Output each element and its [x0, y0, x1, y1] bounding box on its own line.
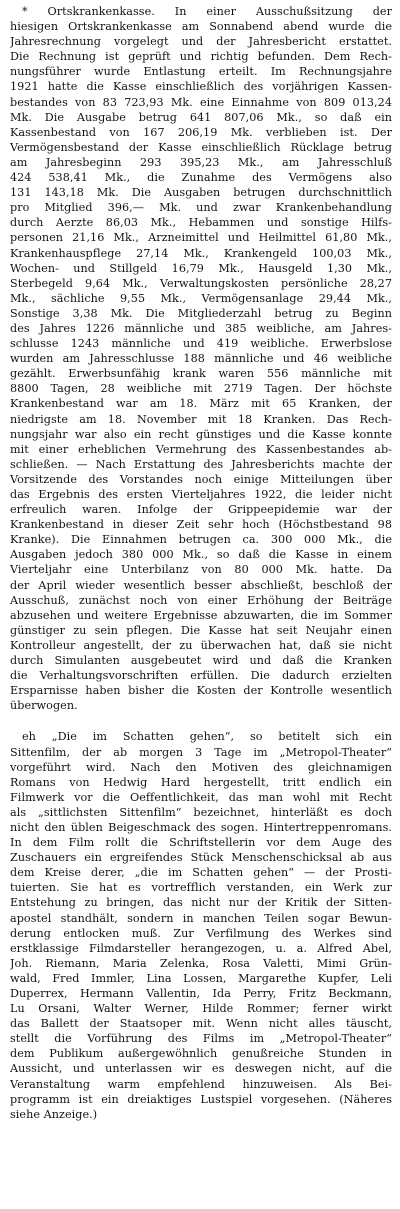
article-line: die Verhaltungsvorschriften erfüllen. Die dadurch erzielten — [10, 669, 392, 683]
article-line: Kassenbestand von 167 206,19 Mk. verblieben ist. Der — [10, 125, 392, 139]
article-line: 424 538,41 Mk., die Zunahme des Vermögens also — [10, 171, 392, 185]
article-line: Wochen- und Stillgeld 16,79 Mk., Hausgeld 1,30 Mk., — [10, 261, 392, 275]
article-im-schatten-gehen — [10, 729, 392, 1121]
article-line: bestandes von 83 723,93 Mk. eine Einnahme von 809 013,24 — [10, 95, 392, 109]
article-line: erstklassige Filmdarsteller herangezogen, u. a. Alfred Abel, — [10, 941, 392, 955]
article-line: siehe Anzeige.) — [10, 1107, 98, 1121]
article-line: Vorsitzende des Vorstandes noch einige Mitteilungen über — [10, 472, 392, 486]
article-line: Aussicht, und unterlassen wir es deswegen nicht, auf die — [10, 1062, 392, 1076]
article-line: Lu Orsani, Walter Werner, Hilde Rommer; ferner wirkt — [10, 1002, 392, 1016]
article-line: Veranstaltung warm empfehlend hinzuweisen. Als Bei- — [10, 1077, 392, 1091]
article-ortskrankenkasse — [10, 4, 392, 713]
article-line: des Jahres 1226 männliche und 385 weibliche, am Jahres- — [10, 321, 392, 335]
article-line: programm ist ein dreiaktiges Lustspiel vorgesehen. (Näheres — [10, 1092, 392, 1106]
article-line: Sonstige 3,38 Mk. Die Mitgliederzahl betrug zu Beginn — [10, 306, 392, 320]
article-line: Entstehung zu bringen, das nicht nur der Kritik der Sitten- — [10, 896, 392, 910]
article-line: Die Rechnung ist geprüft und richtig befunden. Dem Rech- — [10, 50, 392, 64]
article-line: am Jahresbeginn 293 395,23 Mk., am Jahresschluß — [10, 155, 392, 169]
article-line: apostel standhält, sondern in manchen Teilen sogar Bewun- — [10, 911, 392, 925]
article-line: günstiger zu sein pflegen. Die Kasse hat seit Neujahr einen — [10, 623, 392, 637]
article-line: dem Kreise derer, „die im Schatten gehen“ — der Prosti- — [10, 866, 392, 880]
article-separator — [10, 713, 392, 729]
article-line: tuierten. Sie hat es vortrefflich verstanden, ein Werk zur — [10, 881, 392, 895]
article-line: Vierteljahr eine Unterbilanz von 80 000 Mk. hatte. Da — [10, 563, 392, 577]
article-line: Krankenbestand in dieser Zeit sehr hoch (Höchstbestand 98 — [10, 518, 392, 532]
article-line: nungsjahr war also ein recht günstiges und die Kasse konnte — [10, 427, 392, 441]
article-line: mit einer erheblichen Vermehrung des Kassenbestandes ab- — [10, 442, 392, 456]
article-line: durch Simulanten ausgebeutet wird und daß die Kranken — [10, 654, 392, 668]
article-line: das Ballett der Staatsoper mit. Wenn nicht alles täuscht, — [10, 1017, 392, 1031]
article-line: Sittenfilm, der ab morgen 3 Tage im „Metropol-Theater“ — [10, 745, 392, 759]
article-line: wald, Fred Immler, Lina Lossen, Margarethe Kupfer, Leli — [10, 971, 392, 985]
article-line: 131 143,18 Mk. Die Ausgaben betrugen durchschnittlich — [10, 186, 392, 200]
article-line: In dem Film rollt die Schriftstellerin vor dem Auge des — [10, 836, 392, 850]
article-line: personen 21,16 Mk., Arzneimittel und Heilmittel 61,80 Mk., — [10, 231, 392, 245]
article-line: Jahresrechnung vorgelegt und der Jahresbericht erstattet. — [10, 35, 392, 49]
article-line: Filmwerk vor die Oeffentlichkeit, das man wohl mit Recht — [10, 790, 392, 804]
article-line: nungsführer wurde Entlastung erteilt. Im Rechnungsjahre — [10, 65, 392, 79]
article-line: Mk., sächliche 9,55 Mk., Vermögensanlage 29,44 Mk., — [10, 291, 392, 305]
article-line: der April wieder wesentlich besser abschließt, beschloß der — [10, 578, 392, 592]
article-line: Romans von Hedwig Hard hergestellt, tritt endlich ein — [10, 775, 392, 789]
article-line: Krankenbestand war am 18. März mit 65 Kranken, der — [10, 397, 392, 411]
article-line: wurden am Jahresschlusse 188 männliche und 46 weibliche — [10, 352, 392, 366]
article-line: Ersparnisse haben bisher die Kosten der Kontrolle wesentlich — [10, 684, 392, 698]
article-line: stellt die Vorführung des Films im „Metropol-Theater“ — [10, 1032, 392, 1046]
article-line: schließen. — Nach Erstattung des Jahresberichts machte der — [10, 457, 392, 471]
article-line: eh „Die im Schatten gehen“, so betitelt sich ein — [22, 730, 392, 744]
article-line: gezählt. Erwerbsunfähig krank waren 556 männliche mit — [10, 367, 392, 381]
article-line: Ausgaben jedoch 380 000 Mk., so daß die Kasse in einem — [10, 548, 392, 562]
article-line: pro Mitglied 396,— Mk. und zwar Krankenbehandlung — [10, 201, 392, 215]
article-line: Duperrex, Hermann Vallentin, Ida Perry, Fritz Beckmann, — [10, 987, 392, 1000]
article-line: * Ortskrankenkasse. In einer Ausschußsitzung der — [22, 5, 392, 18]
article-line: durch Aerzte 86,03 Mk., Hebammen und sonstige Hilfs- — [10, 216, 392, 230]
article-line: hiesigen Ortskrankenkasse am Sonnabend abend wurde die — [10, 20, 392, 34]
article-line: das Ergebnis des ersten Vierteljahres 1922, die leider nicht — [10, 488, 392, 501]
article-line: derung entlocken muß. Zur Verfilmung des Werkes sind — [10, 926, 392, 940]
article-line: dem Publikum außergewöhnlich genußreiche Stunden in — [10, 1047, 392, 1061]
article-line: überwogen. — [10, 699, 78, 713]
article-line: Joh. Riemann, Maria Zelenka, Rosa Valetti, Mimi Grün- — [10, 956, 392, 970]
article-line: vorgeführt wird. Nach den Motiven des gleichnamigen — [10, 760, 392, 774]
article-line: Ausschuß, zunächst noch von einer Erhöhung der Beiträge — [10, 593, 392, 607]
article-line: Zuschauers ein ergreifendes Stück Menschenschicksal ab aus — [10, 851, 392, 865]
article-line: Kranke). Die Einnahmen betrugen ca. 300 000 Mk., die — [10, 533, 392, 547]
article-line: erfreulich waren. Infolge der Grippeepidemie war der — [10, 503, 392, 517]
article-line: niedrigste am 18. November mit 18 Kranken. Das Rech- — [10, 412, 392, 426]
article-line: 8800 Tagen, 28 weibliche mit 2719 Tagen. Der höchste — [10, 382, 392, 396]
article-line: Vermögensbestand der Kasse einschließlich Rücklage betrug — [10, 140, 392, 154]
article-line: 1921 hatte die Kasse einschließlich des vorjährigen Kassen- — [10, 80, 392, 94]
article-line: Krankenhauspflege 27,14 Mk., Krankengeld 100,03 Mk., — [10, 246, 392, 260]
article-line: Mk. Die Ausgabe betrug 641 807,06 Mk., so daß ein — [10, 110, 392, 124]
article-line: abzusehen und weitere Ergebnisse abzuwarten, die im Sommer — [10, 608, 392, 622]
article-line: Kontrolleur angestellt, der zu überwachen hat, daß sie nicht — [10, 638, 392, 652]
article-line: nicht den üblen Beigeschmack des sogen. Hintertreppenromans. — [10, 820, 392, 834]
article-line: schlusse 1243 männliche und 419 weibliche. Erwerbslose — [10, 337, 392, 351]
article-line: Sterbegeld 9,64 Mk., Verwaltungskosten persönliche 28,27 — [10, 276, 392, 290]
article-line: als „sittlichsten Sittenfilm“ bezeichnet, hinterläßt es doch — [10, 805, 392, 819]
